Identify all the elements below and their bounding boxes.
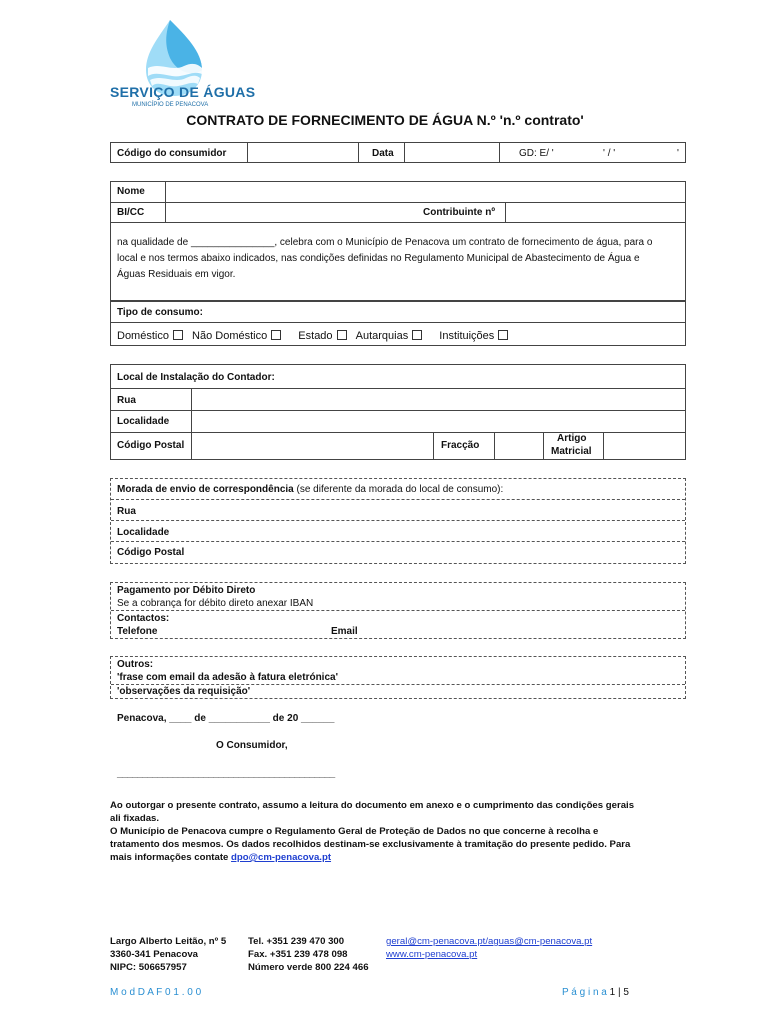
local-codigo-postal-field[interactable]	[192, 433, 432, 460]
outros-line-2: 'observações da requisição'	[117, 686, 251, 697]
footer-address-line-1: Largo Alberto Leitão, nº 5	[110, 936, 227, 947]
contribuinte-field[interactable]	[506, 203, 685, 222]
document-title: CONTRATO DE FORNECIMENTO DE ÁGUA N.º 'n.º contrato'	[186, 112, 584, 128]
footer-numero-verde: Número verde 800 224 466	[248, 962, 369, 973]
checkbox-icon[interactable]	[337, 330, 347, 340]
option-nao-domestico[interactable]: Não Doméstico	[192, 330, 281, 342]
page-number	[562, 987, 629, 998]
checkbox-icon[interactable]	[498, 330, 508, 340]
logo	[108, 18, 258, 114]
outros-line-1: 'frase com email da adesão à fatura eletrónica'	[117, 672, 338, 683]
morada-codigo-postal-label: Código Postal	[117, 547, 185, 558]
footer-tel: Tel. +351 239 470 300	[248, 936, 345, 947]
matricial-label: Matricial	[551, 446, 592, 457]
morada-header-note: (se diferente da morada do local de consumo):	[296, 484, 504, 495]
checkbox-icon[interactable]	[412, 330, 422, 340]
fraccao-field[interactable]	[495, 433, 542, 460]
signature-line: ___________________________________________	[117, 768, 335, 779]
footer-email-link[interactable]: geral@cm-penacova.pt/aguas@cm-penacova.pt	[386, 936, 593, 947]
model-code: M o d D A F 0 1 . 0 0	[110, 987, 202, 998]
codigo-consumidor-field[interactable]	[248, 143, 357, 162]
place-date-line: Penacova, ____ de ___________ de 20 ______	[117, 713, 335, 724]
morada-rua-field[interactable]	[171, 500, 685, 520]
local-localidade-field[interactable]	[192, 411, 685, 432]
option-instituicoes[interactable]: Instituições	[439, 330, 508, 342]
local-rua-field[interactable]	[192, 389, 685, 410]
local-localidade-label: Localidade	[117, 416, 170, 427]
consumo-label: Tipo de consumo:	[117, 307, 203, 318]
checkbox-icon[interactable]	[271, 330, 281, 340]
gd-reference-mid: ' / '	[603, 148, 616, 159]
notice-line-3: O Município de Penacova cumpre o Regulamento Geral de Proteção de Dados no que concerne à recolha e	[110, 826, 599, 837]
notice-paragraph	[110, 799, 662, 864]
footer-nipc: NIPC: 506657957	[110, 962, 187, 973]
data-field[interactable]	[405, 143, 498, 162]
option-domestico[interactable]: Doméstico	[117, 330, 183, 342]
morada-codigo-postal-field[interactable]	[201, 542, 685, 562]
local-header: Local de Instalação do Contador:	[117, 372, 275, 383]
footer-address	[110, 935, 226, 974]
page-label: P á g i n a	[562, 987, 607, 998]
gd-reference: GD: E/ '	[519, 148, 554, 159]
artigo-matricial-field[interactable]	[604, 433, 685, 460]
clause-line-1: na qualidade de _______________, celebra com o Município de Penacova um contrato de fornecimento de água, para o	[117, 237, 653, 248]
morada-header	[117, 484, 503, 495]
email-label: Email	[331, 626, 358, 637]
nome-field[interactable]	[166, 182, 685, 202]
footer-links	[386, 935, 592, 961]
logo-subtitle: MUNICÍPIO DE PENACOVA	[132, 102, 209, 108]
footer-address-line-2: 3360-341 Penacova	[110, 949, 199, 960]
identity-table	[110, 181, 686, 301]
morada-header-title: Morada de envio de correspondência	[117, 484, 294, 495]
morada-localidade-field[interactable]	[191, 521, 685, 541]
footer-web-link[interactable]: www.cm-penacova.pt	[386, 949, 478, 960]
bicc-field[interactable]	[166, 203, 396, 222]
pagamento-note: Se a cobrança for débito direto anexar IBAN	[117, 598, 314, 609]
notice-line-5	[110, 851, 662, 864]
notice-line-4: tratamento dos mesmos. Os dados recolhidos destinam-se exclusivamente à tramitação do presente pedido. Para	[110, 839, 631, 850]
morada-table	[110, 478, 686, 564]
contactos-label: Contactos:	[117, 613, 170, 624]
artigo-label: Artigo	[557, 433, 587, 444]
email-field[interactable]	[365, 624, 665, 638]
outros-header: Outros:	[117, 659, 154, 670]
local-rua-label: Rua	[117, 395, 136, 406]
telefone-field[interactable]	[171, 624, 321, 638]
option-estado[interactable]: Estado	[298, 330, 346, 342]
notice-contact-text: mais informações contate	[110, 852, 229, 863]
clause-line-2: local e nos termos abaixo indicados, nas condições definidas no Regulamento Municipal de Abastecimento de Água e	[117, 253, 640, 264]
outros-table	[110, 656, 686, 699]
clause-line-3: Águas Residuais em vigor.	[117, 269, 236, 280]
option-autarquias[interactable]: Autarquias	[356, 330, 423, 342]
contribuinte-label: Contribuinte nº	[423, 207, 495, 218]
page-total: 5	[623, 987, 629, 998]
consumer-label: O Consumidor,	[216, 740, 288, 751]
header-table	[110, 142, 686, 163]
morada-localidade-label: Localidade	[117, 527, 170, 538]
consumo-table	[110, 301, 686, 346]
footer-fax: Fax. +351 239 478 098	[248, 949, 348, 960]
footer-phones	[248, 935, 369, 974]
nome-label: Nome	[117, 186, 145, 197]
fraccao-label: Fracção	[441, 440, 480, 451]
notice-line-2: ali fixadas.	[110, 813, 160, 824]
page-current: 1	[609, 987, 616, 998]
gd-reference-end: '	[677, 148, 679, 159]
pagamento-header: Pagamento por Débito Direto	[117, 585, 256, 596]
local-codigo-postal-label: Código Postal	[117, 440, 185, 451]
bicc-label: BI/CC	[117, 207, 145, 218]
morada-rua-label: Rua	[117, 506, 136, 517]
codigo-consumidor-label: Código do consumidor	[117, 148, 227, 159]
consumo-options	[117, 330, 508, 342]
page-separator: |	[617, 987, 621, 998]
pagamento-table	[110, 582, 686, 639]
data-label: Data	[372, 148, 394, 159]
logo-name: SERVIÇO DE ÁGUAS	[110, 84, 256, 100]
checkbox-icon[interactable]	[173, 330, 183, 340]
dpo-email-link[interactable]: dpo@cm-penacova.pt	[231, 852, 332, 863]
telefone-label: Telefone	[117, 626, 158, 637]
notice-line-1: Ao outorgar o presente contrato, assumo a leitura do documento em anexo e o cumprimento das condições gerais	[110, 800, 635, 811]
local-table	[110, 364, 686, 460]
